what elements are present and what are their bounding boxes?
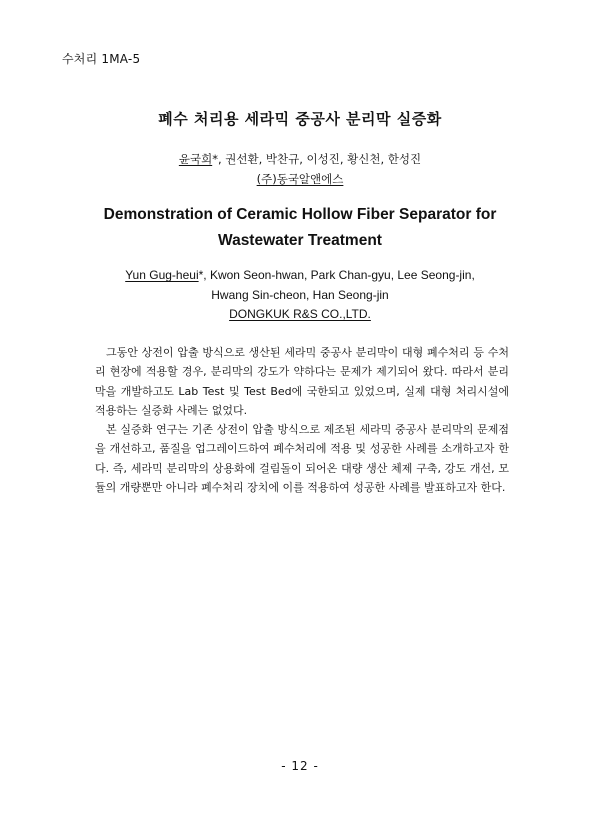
english-title-line-1: Demonstration of Ceramic Hollow Fiber Separator for: [103, 206, 497, 223]
english-title: [0, 202, 600, 254]
korean-presenter: 윤국희: [178, 152, 213, 166]
english-authors-rest: *, Kwon Seon-hwan, Park Chan-gyu, Lee Seong-jin,: [198, 268, 475, 282]
korean-title: 폐수 처리용 세라믹 중공사 분리막 실증화: [158, 110, 442, 128]
english-presenter: Yun Gug-heui: [125, 268, 199, 282]
korean-co-authors: *, 권선환, 박찬규, 이성진, 황신천, 한성진: [212, 152, 422, 166]
english-authors: [0, 266, 600, 325]
abstract: [95, 343, 509, 497]
korean-affiliation: [0, 171, 600, 187]
abstract-paragraph-2: 본 실증화 연구는 기존 상전이 압출 방식으로 제조된 세라믹 중공사 분리막의 문제점을 개선하고, 품질을 업그레이드하여 폐수처리에 적용 및 성공한 사례를 소개하고자 한다. 즉, 세라믹 분리막의 상용화에 걸림돌이 되어온 대량 생산 체제 구축, 강도 개선, 모듈의 개량뿐만 아니라 폐수처리 장치에 이를 적용하여 성공한 사례를 발표하고자 한다.: [95, 423, 509, 495]
english-authors-line-2: Hwang Sin-cheon, Han Seong-jin: [211, 287, 389, 302]
page-number: - 12 -: [281, 759, 319, 773]
korean-affiliation-name: (주)동국알앤에스: [256, 172, 344, 186]
english-title-line-2: Wastewater Treatment: [218, 232, 382, 249]
english-affiliation: [0, 305, 600, 325]
english-authors-line-1: [0, 266, 600, 286]
abstract-paragraph-1: 그동안 상전이 압출 방식으로 생산된 세라믹 중공사 분리막이 대형 폐수처리 등 수처리 현장에 적용할 경우, 분리막의 강도가 약하다는 문제가 제기되어 왔다. 따라서 분리막을 개발하고도 Lab Test 및 Test Bed에 국한되고 있었으며, 실제 대형 처리시설에 적용하는 실증화 사례는 없었다.: [95, 346, 509, 417]
korean-authors: [0, 151, 600, 167]
session-code: 수처리 1MA-5: [62, 52, 141, 66]
english-affiliation-name: DONGKUK R&S CO.,LTD.: [229, 307, 371, 321]
